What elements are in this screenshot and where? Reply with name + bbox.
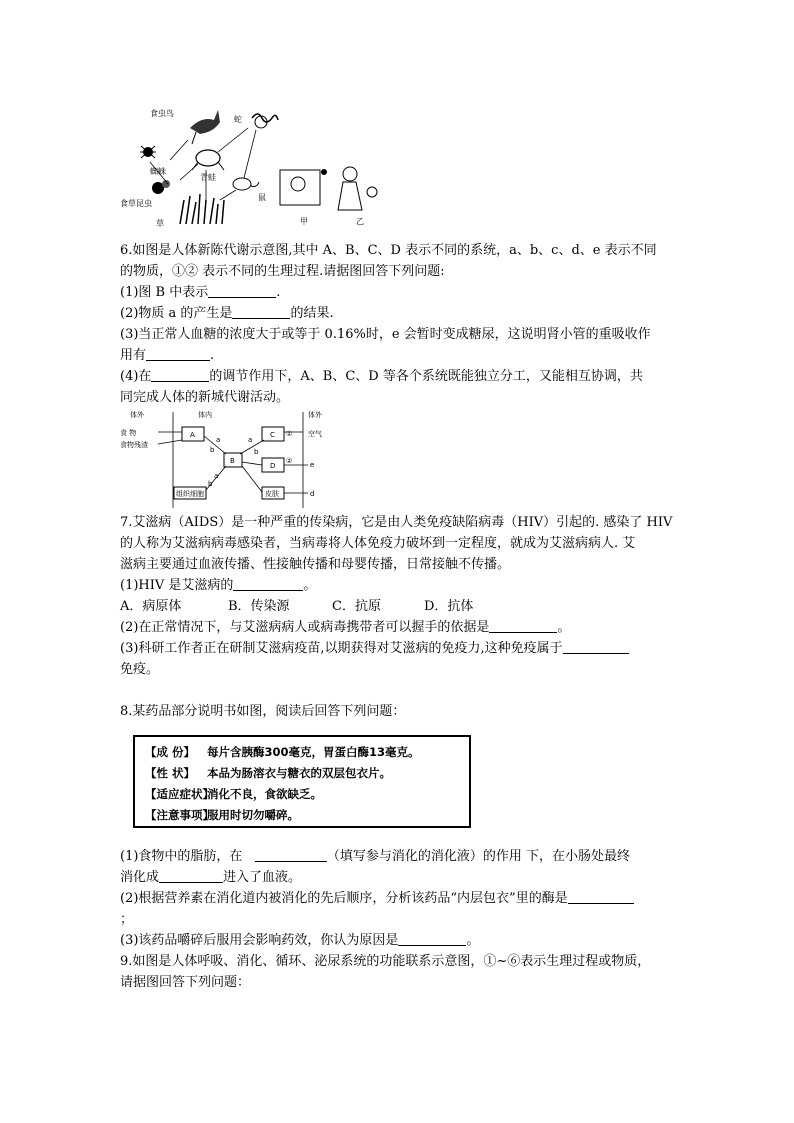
metab-label-e: e bbox=[310, 461, 315, 469]
metab-label-c: C bbox=[270, 431, 275, 439]
mouse-icon bbox=[233, 178, 259, 190]
q6-sub2-end: 的结果. bbox=[290, 306, 334, 321]
q8-sub2-line1 bbox=[120, 890, 680, 908]
q8-sub1-blank1[interactable] bbox=[255, 848, 327, 862]
q8-sub1-text3: 消化成 bbox=[120, 870, 160, 885]
metab-label-residue: 食物残渣 bbox=[120, 441, 148, 449]
snake-icon bbox=[252, 114, 278, 128]
q6-sub3-line2 bbox=[120, 347, 680, 365]
q7-option-b[interactable]: B．传染源 bbox=[228, 599, 290, 614]
q8-sub1-blank2[interactable] bbox=[159, 869, 223, 883]
q7-sub3-text: (3)科研工作者正在研制艾滋病疫苗,以期获得对艾滋病的免疫力,这种免疫属于 bbox=[120, 641, 563, 656]
q7-option-c[interactable]: C．抗原 bbox=[332, 599, 381, 614]
q7-sub1-end: 。 bbox=[303, 578, 317, 593]
metab-label-d-out: d bbox=[310, 490, 315, 498]
medicine-row bbox=[145, 805, 469, 826]
q8-sub1-line1 bbox=[120, 848, 680, 866]
food-web-label-grass: 草 bbox=[156, 219, 164, 228]
q8-sub2-blank[interactable] bbox=[568, 890, 634, 904]
food-web-label-snake: 蛇 bbox=[234, 115, 242, 124]
q8-sub3-end: 。 bbox=[466, 933, 480, 948]
q8-sub2-text: (2)根据营养素在消化道内被消化的先后顺序，分析该药品“内层包衣”里的酶是 bbox=[120, 891, 568, 906]
food-web-label-bird: 食虫鸟 bbox=[150, 109, 174, 118]
q7-sub1-blank[interactable] bbox=[233, 577, 303, 591]
medicine-row-text: 消化不良，食欲缺乏。 bbox=[207, 787, 322, 801]
medicine-row bbox=[145, 784, 469, 805]
q7-options bbox=[120, 598, 680, 616]
insect-icon bbox=[152, 180, 170, 194]
metab-label-b1: b bbox=[210, 446, 215, 454]
frog-icon bbox=[192, 150, 224, 170]
q8-stem: 8.某药品部分说明书如图，阅读后回答下列问题： bbox=[120, 704, 406, 719]
q6-sub2-text: (2)物质 a 的产生是 bbox=[120, 306, 233, 321]
q8-sub3-blank[interactable] bbox=[398, 932, 466, 946]
metab-label-outside: 体外 bbox=[130, 411, 144, 419]
q8-sub1-text2: （填写参与消化的消化液）的作用 下，在小肠处最终 bbox=[326, 849, 630, 864]
food-web-label-spider: 蜘蛛 bbox=[150, 167, 166, 176]
people-scene-icon bbox=[280, 167, 377, 210]
q7-sub3-line2: 免疫。 bbox=[120, 662, 160, 677]
q6-sub3-text: 用有 bbox=[120, 348, 147, 363]
q7-stem-line1: 7.艾滋病（AIDS）是一种严重的传染病，它是由人类免疫缺陷病毒（HIV）引起的. 感染了 HIV bbox=[120, 515, 673, 530]
spider-icon bbox=[140, 146, 156, 158]
q8-sub1-text: (1)食物中的脂肪，在 bbox=[120, 849, 243, 864]
metab-label-b2: b bbox=[254, 448, 259, 456]
medicine-row-tag: 【注意事项】 bbox=[145, 808, 214, 822]
q7-sub2-blank[interactable] bbox=[489, 619, 557, 633]
q7-sub2-text: (2)在正常情况下，与艾滋病病人或病毒携带者可以握手的依据是 bbox=[120, 620, 490, 635]
q6-sub1-blank[interactable] bbox=[208, 284, 276, 298]
q6-sub4-text: (4)在 bbox=[120, 369, 152, 384]
medicine-row-text: 服用时切勿嚼碎。 bbox=[207, 808, 299, 822]
q8-sub1-text4: 进入了血液。 bbox=[223, 870, 302, 885]
metab-label-process2: ② bbox=[286, 457, 293, 465]
q6-sub3-blank[interactable] bbox=[146, 347, 210, 361]
metab-label-d: D bbox=[270, 462, 276, 470]
food-web-label-frog: 青蛙 bbox=[200, 173, 216, 182]
bird-icon bbox=[190, 110, 220, 144]
medicine-row-tag: 【性 状】 bbox=[145, 766, 196, 780]
q8-sub2-line2: ； bbox=[120, 912, 134, 927]
q7-stem-line3: 滋病主要通过血液传播、性接触传播和母婴传播，日常接触不传播。 bbox=[120, 557, 511, 572]
metab-label-air: 空气 bbox=[308, 430, 322, 438]
metab-label-a3: a bbox=[214, 472, 219, 480]
q7-sub2-end: 。 bbox=[557, 620, 571, 635]
q9-stem-line2: 请据图回答下列问题： bbox=[120, 975, 251, 990]
q6-sub2 bbox=[120, 305, 680, 323]
medicine-row bbox=[145, 742, 469, 763]
metab-label-inside: 体内 bbox=[198, 411, 212, 419]
scene-label-yi: 乙 bbox=[356, 217, 364, 226]
medicine-row-tag: 【成 份】 bbox=[145, 745, 196, 759]
food-web-figure bbox=[120, 100, 390, 230]
q7-sub1 bbox=[120, 577, 680, 595]
metab-label-outside2: 体外 bbox=[308, 411, 322, 419]
medicine-row-text: 本品为肠溶衣与糖衣的双层包衣片。 bbox=[207, 766, 391, 780]
q7-option-a[interactable]: A．病原体 bbox=[120, 599, 182, 614]
q7-sub1-text: (1)HIV 是艾滋病的 bbox=[120, 578, 234, 593]
q6-sub4-blank[interactable] bbox=[151, 368, 209, 382]
scene-label-jia: 甲 bbox=[300, 217, 308, 226]
metab-label-process1: ① bbox=[286, 430, 293, 438]
metab-label-food: 食 物 bbox=[120, 429, 137, 437]
q6-stem-line1: 6.如图是人体新陈代谢示意图,其中 A、B、C、D 表示不同的系统，a、b、c、d、e 表示不同 bbox=[120, 243, 657, 258]
medicine-row-tag: 【适应症状】 bbox=[145, 787, 214, 801]
q6-sub1-end: . bbox=[276, 285, 281, 300]
q6-sub1-text: (1)图 B 中表示 bbox=[120, 285, 209, 300]
q8-sub1-line2 bbox=[120, 869, 680, 887]
q8-sub3-text: (3)该药品嚼碎后服用会影响药效，你认为原因是 bbox=[120, 933, 399, 948]
q7-sub3-blank[interactable] bbox=[563, 640, 629, 654]
metab-label-tissue: 组织细胞 bbox=[176, 490, 204, 498]
q6-stem-line2: 的物质，①② 表示不同的生理过程.请据图回答下列问题: bbox=[120, 264, 445, 279]
q6-sub1 bbox=[120, 284, 680, 302]
metab-label-a1: a bbox=[216, 436, 221, 444]
metabolism-diagram bbox=[118, 408, 328, 508]
food-web-label-insect: 食草昆虫 bbox=[120, 199, 152, 208]
metab-label-b: B bbox=[230, 457, 235, 465]
q9-stem-line1: 9.如图是人体呼吸、消化、循环、泌尿系统的功能联系示意图，①~⑥表示生理过程或物质， bbox=[120, 954, 651, 969]
medicine-label-box bbox=[133, 735, 471, 828]
q7-stem-line2: 的人称为艾滋病病毒感染者，当病毒将人体免疫力破坏到一定程度，就成为艾滋病病人. 艾 bbox=[120, 536, 636, 551]
food-web-label-mouse: 鼠 bbox=[258, 193, 266, 202]
metab-label-b3: b bbox=[208, 480, 213, 488]
q6-sub4-line1 bbox=[120, 368, 680, 386]
q7-sub3-line1 bbox=[120, 640, 680, 658]
metab-label-skin: 皮肤 bbox=[265, 490, 279, 498]
q7-sub2 bbox=[120, 619, 680, 637]
medicine-row bbox=[145, 763, 469, 784]
q6-sub4-line2: 同完成人体的新城代谢活动。 bbox=[120, 390, 290, 405]
q6-sub4-text2: 的调节作用下，A、B、C、D 等各个系统既能独立分工，又能相互协调，共 bbox=[209, 369, 643, 384]
medicine-row-text: 每片含胰酶300毫克，胃蛋白酶13毫克。 bbox=[207, 745, 420, 759]
metab-label-a: A bbox=[190, 431, 195, 439]
q8-sub3 bbox=[120, 932, 680, 950]
q6-sub3-line1: (3)当正常人血糖的浓度大于或等于 0.16%时，e 会暂时变成糖尿，这说明肾小管的重吸收作 bbox=[120, 327, 651, 342]
q6-sub3-end: . bbox=[210, 348, 215, 363]
metab-label-a2: a bbox=[248, 436, 253, 444]
grass-icon bbox=[180, 194, 224, 224]
q6-sub2-blank[interactable] bbox=[232, 305, 290, 319]
q7-option-d[interactable]: D．抗体 bbox=[424, 599, 474, 614]
